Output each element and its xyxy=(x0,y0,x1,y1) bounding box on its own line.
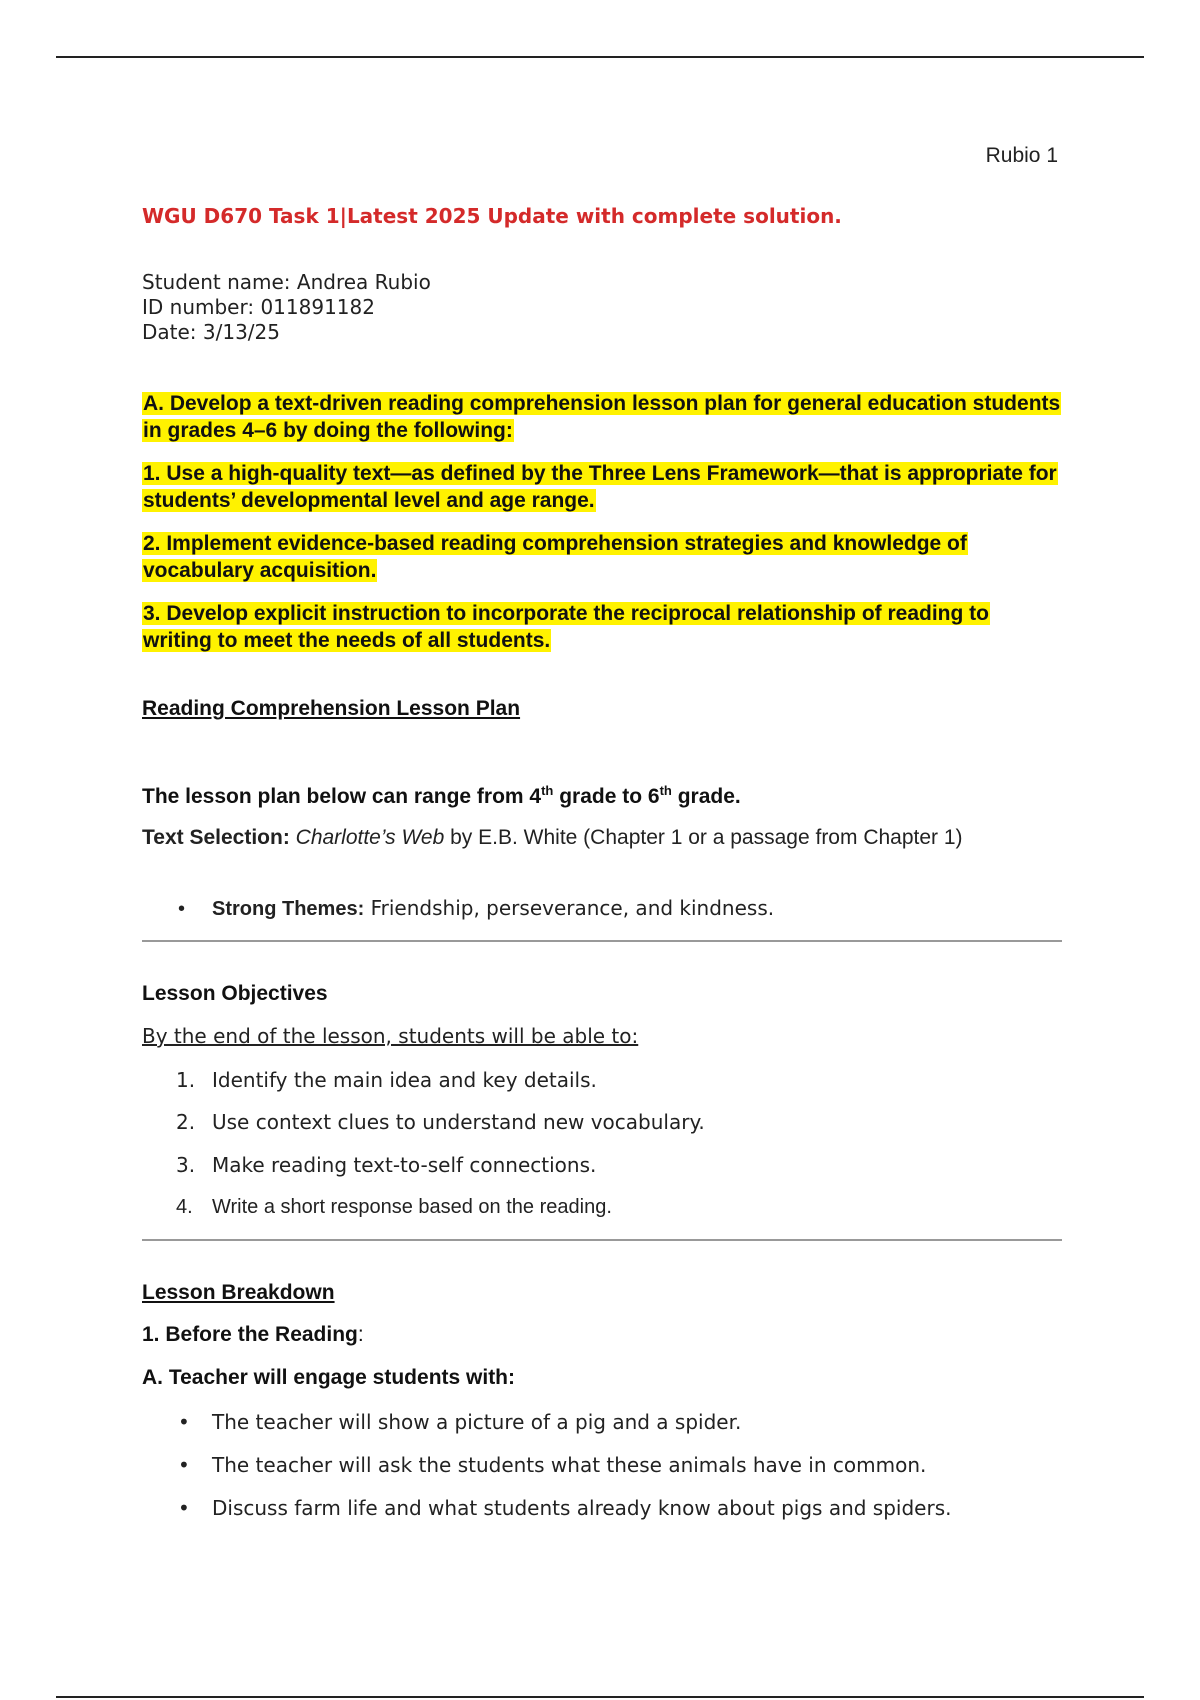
bullet-icon: • xyxy=(178,1496,190,1520)
book-title: Charlotte’s Web xyxy=(295,826,445,849)
objectives-intro: By the end of the lesson, students will be able to: xyxy=(142,1024,639,1048)
document-title: WGU D670 Task 1|Latest 2025 Update with complete solution. xyxy=(142,204,842,228)
highlighted-text: 3. Develop explicit instruction to incorporate the reciprocal relationship of reading to writing to meet the needs of all students. xyxy=(143,602,989,652)
text-selection-label: Text Selection: xyxy=(142,826,290,849)
submission-date: Date: 3/13/25 xyxy=(142,320,280,344)
engage-bullet: • The teacher will ask the students what these animals have in common. xyxy=(178,1453,927,1477)
objective-item: 2. Use context clues to understand new vocabulary. xyxy=(176,1110,705,1134)
task-prompt-3 xyxy=(142,600,1062,654)
lesson-plan-heading: Reading Comprehension Lesson Plan xyxy=(142,697,521,720)
student-id: ID number: 011891182 xyxy=(142,295,375,319)
task-prompt-a xyxy=(142,390,1062,444)
objective-item: 4. Write a short response based on the reading. xyxy=(176,1196,612,1218)
engage-bullet: • Discuss farm life and what students already know about pigs and spiders. xyxy=(178,1496,952,1520)
highlighted-text: A. Develop a text-driven reading comprehension lesson plan for general education students in grades 4–6 by doing the following: xyxy=(143,392,1061,442)
bottom-rule xyxy=(56,1696,1144,1698)
bullet-icon: • xyxy=(178,1453,190,1477)
page-number-header: Rubio 1 xyxy=(985,144,1058,167)
top-rule xyxy=(56,56,1144,58)
engage-bullet: • The teacher will show a picture of a pig and a spider. xyxy=(178,1410,742,1434)
bullet-icon: • xyxy=(178,1410,190,1434)
highlighted-text: 1. Use a high-quality text—as defined by the Three Lens Framework—that is appropriate for students’ developmental level and age range. xyxy=(143,462,1057,512)
bullet-icon: • xyxy=(178,898,186,920)
teacher-engage-heading: A. Teacher will engage students with: xyxy=(142,1366,516,1389)
task-prompt-1 xyxy=(142,460,1062,514)
section-divider xyxy=(142,940,1062,942)
grade-range-text: The lesson plan below can range from 4th grade to 6th grade. xyxy=(142,783,741,808)
objective-item: 1. Identify the main idea and key details. xyxy=(176,1068,597,1092)
student-name: Student name: Andrea Rubio xyxy=(142,270,431,294)
text-selection: Text Selection: Charlotte’s Web by E.B. White (Chapter 1 or a passage from Chapter 1) xyxy=(142,826,963,849)
themes-bullet: • Strong Themes: Friendship, perseverance, and kindness. xyxy=(178,896,775,920)
highlighted-text: 2. Implement evidence-based reading comprehension strategies and knowledge of vocabulary acquisition. xyxy=(143,532,967,582)
task-prompt-2 xyxy=(142,530,1062,584)
objectives-heading: Lesson Objectives xyxy=(142,982,328,1005)
before-reading-step: 1. Before the Reading: xyxy=(142,1323,364,1346)
section-divider xyxy=(142,1239,1062,1241)
objective-item: 3. Make reading text-to-self connections. xyxy=(176,1153,597,1177)
student-info xyxy=(142,270,431,345)
breakdown-heading: Lesson Breakdown xyxy=(142,1281,335,1304)
